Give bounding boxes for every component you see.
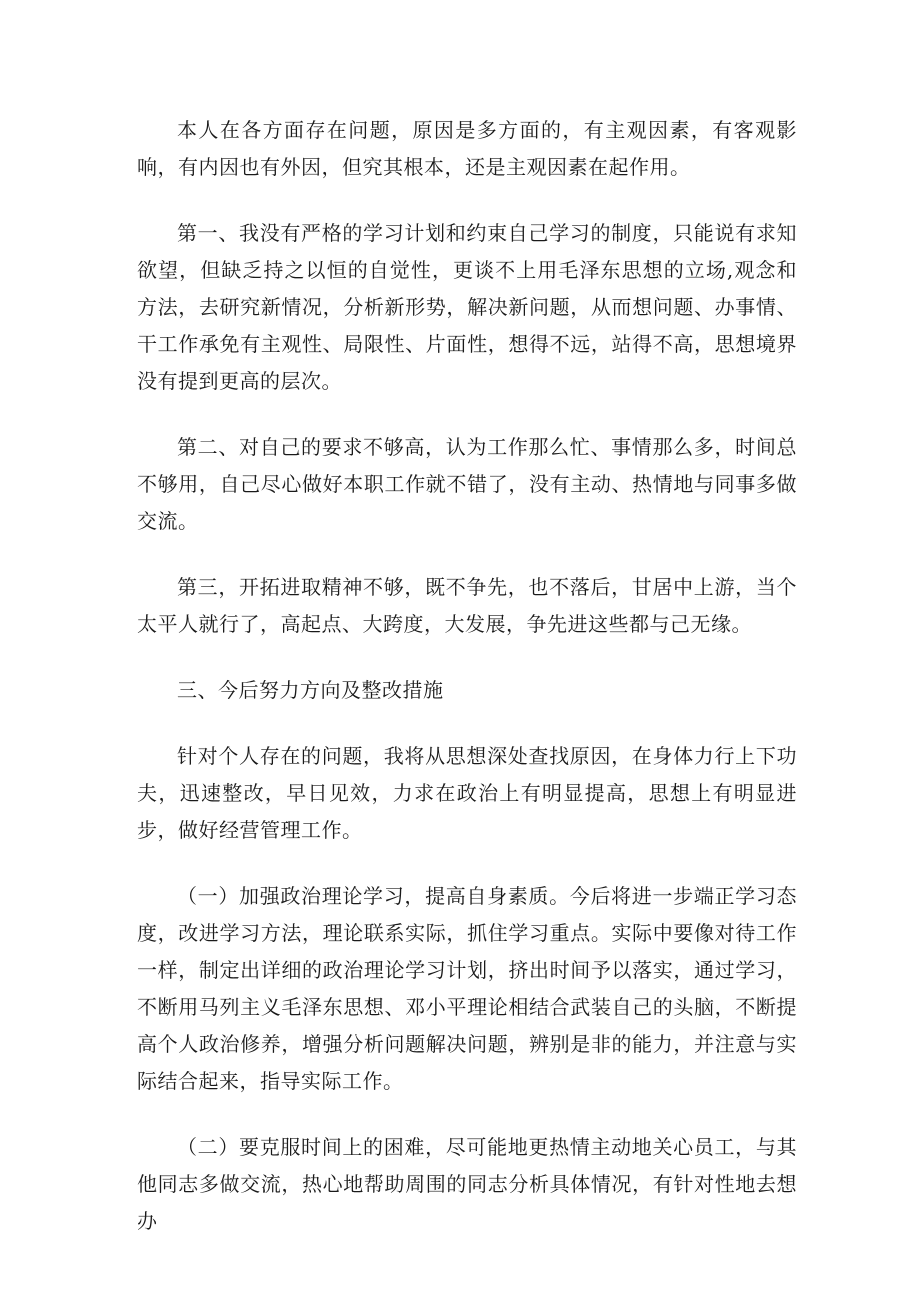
paragraph-intro: 本人在各方面存在问题，原因是多方面的，有主观因素，有客观影响，有内因也有外因，但究其根本，还是主观因素在起作用。 <box>137 118 797 179</box>
document-body <box>137 112 797 1269</box>
paragraph-third-point: 第三，开拓进取精神不够，既不争先，也不落后，甘居中上游，当个太平人就行了，高起点、大跨度，大发展，争先进这些都与己无缘。 <box>137 575 797 636</box>
paragraph-measures-intro: 针对个人存在的问题，我将从思想深处查找原因，在身体力行上下功夫，迅速整改，早日见效，力求在政治上有明显提高，思想上有明显进步，做好经营管理工作。 <box>137 744 797 842</box>
section-heading: 三、今后努力方向及整改措施 <box>177 678 444 702</box>
paragraph-second-point: 第二、对自己的要求不够高，认为工作那么忙、事情那么多，时间总不够用，自己尽心做好本职工作就不错了，没有主动、热情地与同事多做交流。 <box>137 435 797 533</box>
paragraph-measure-one: （一）加强政治理论学习，提高自身素质。今后将进一步端正学习态度，改进学习方法，理论联系实际，抓住学习重点。实际中要像对待工作一样，制定出详细的政治理论学习计划，挤出时间予以落实，通过学习，不断用马列主义毛泽东思想、邓小平理论相结合武装自己的头脑，不断提高个人政治修养，增强分析问题解决问题，辨别是非的能力，并注意与实际结合起来，指导实际工作。 <box>137 884 797 1093</box>
paragraph-measure-two: （二）要克服时间上的困难，尽可能地更热情主动地关心员工，与其他同志多做交流，热心地帮助周围的同志分析具体情况，有针对性地去想办 <box>137 1135 797 1233</box>
paragraph-first-point: 第一、我没有严格的学习计划和约束自己学习的制度，只能说有求知欲望，但缺乏持之以恒的自觉性，更谈不上用毛泽东思想的立场,观念和方法，去研究新情况，分析新形势，解决新问题，从而想问题、办事情、干工作承免有主观性、局限性、片面性，想得不远，站得不高，思想境界没有提到更高的层次。 <box>137 221 797 393</box>
